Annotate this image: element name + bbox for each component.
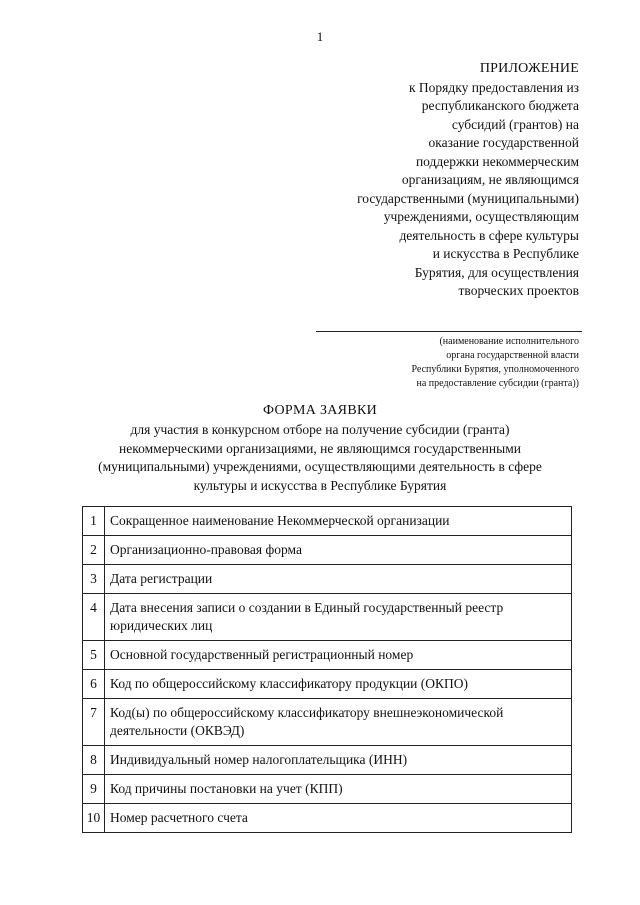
row-number: 8 (83, 746, 105, 775)
form-subtitle-line: культуры и искусства в Республике Бурятия (193, 477, 447, 493)
authority-caption-line: на предоставление субсидии (гранта)) (416, 378, 579, 389)
table-row (83, 746, 572, 775)
page-number: 1 (316, 29, 324, 44)
appendix-line: Бурятия, для осуществления (414, 264, 579, 280)
appendix-heading: ПРИЛОЖЕНИЕ (479, 61, 579, 76)
row-number: 5 (83, 641, 105, 670)
authority-caption (339, 335, 579, 391)
row-label: Сокращенное наименование Некоммерческой организации (105, 507, 572, 536)
row-label: Код причины постановки на учет (КПП) (105, 775, 572, 804)
appendix-line: творческих проектов (458, 283, 579, 298)
table-row (83, 699, 572, 746)
appendix-block (279, 60, 579, 301)
appendix-line: оказание государственной (428, 135, 579, 150)
row-number: 10 (83, 804, 105, 833)
application-table (82, 506, 572, 833)
appendix-line: организациям, не являющимся (401, 172, 579, 187)
table-row (83, 641, 572, 670)
authority-caption-line: Республики Бурятия, уполномоченного (411, 364, 579, 375)
form-title: ФОРМА ЗАЯВКИ (262, 403, 378, 418)
appendix-line: республиканского бюджета (421, 98, 579, 113)
table-row (83, 565, 572, 594)
row-label: Организационно-правовая форма (105, 536, 572, 565)
authority-caption-line: органа государственной власти (446, 350, 579, 361)
table-row (83, 804, 572, 833)
row-number: 4 (83, 594, 105, 641)
form-subtitle-line: для участия в конкурсном отборе на получение субсидии (гранта) (130, 422, 510, 437)
row-number: 2 (83, 536, 105, 565)
table-row (83, 670, 572, 699)
form-subtitle-line: некоммерческими организациями, не являющимся государственными (119, 440, 521, 456)
table-row (83, 536, 572, 565)
appendix-line: деятельность в сфере культуры (399, 227, 579, 243)
authority-caption-line: (наименование исполнительного (439, 336, 579, 347)
row-number: 6 (83, 670, 105, 699)
table-row (83, 594, 572, 641)
row-label: Дата внесения записи о создании в Единый государственный реестр юридических лиц (105, 594, 572, 641)
row-label: Дата регистрации (105, 565, 572, 594)
row-number: 7 (83, 699, 105, 746)
row-label: Номер расчетного счета (105, 804, 572, 833)
table-row (83, 775, 572, 804)
table-row (83, 507, 572, 536)
row-label: Код по общероссийскому классификатору продукции (ОКПО) (105, 670, 572, 699)
row-label: Основной государственный регистрационный номер (105, 641, 572, 670)
row-number: 9 (83, 775, 105, 804)
row-label: Код(ы) по общероссийскому классификатору внешнеэкономической деятельности (ОКВЭД) (105, 699, 572, 746)
row-number: 3 (83, 565, 105, 594)
appendix-line: к Порядку предоставления из (408, 79, 579, 95)
row-number: 1 (83, 507, 105, 536)
appendix-line: учреждениями, осуществляющим (383, 209, 579, 224)
appendix-line: субсидий (грантов) на (451, 116, 579, 132)
form-subtitle (60, 421, 580, 495)
form-subtitle-line: (муниципальными) учреждениями, осуществляющими деятельность в сфере (98, 459, 542, 474)
authority-signature-line (316, 331, 582, 332)
row-label: Индивидуальный номер налогоплательщика (ИНН) (105, 746, 572, 775)
appendix-line: поддержки некоммерческим (415, 153, 579, 169)
appendix-line: государственными (муниципальными) (357, 190, 579, 206)
appendix-line: и искусства в Республике (432, 246, 579, 261)
